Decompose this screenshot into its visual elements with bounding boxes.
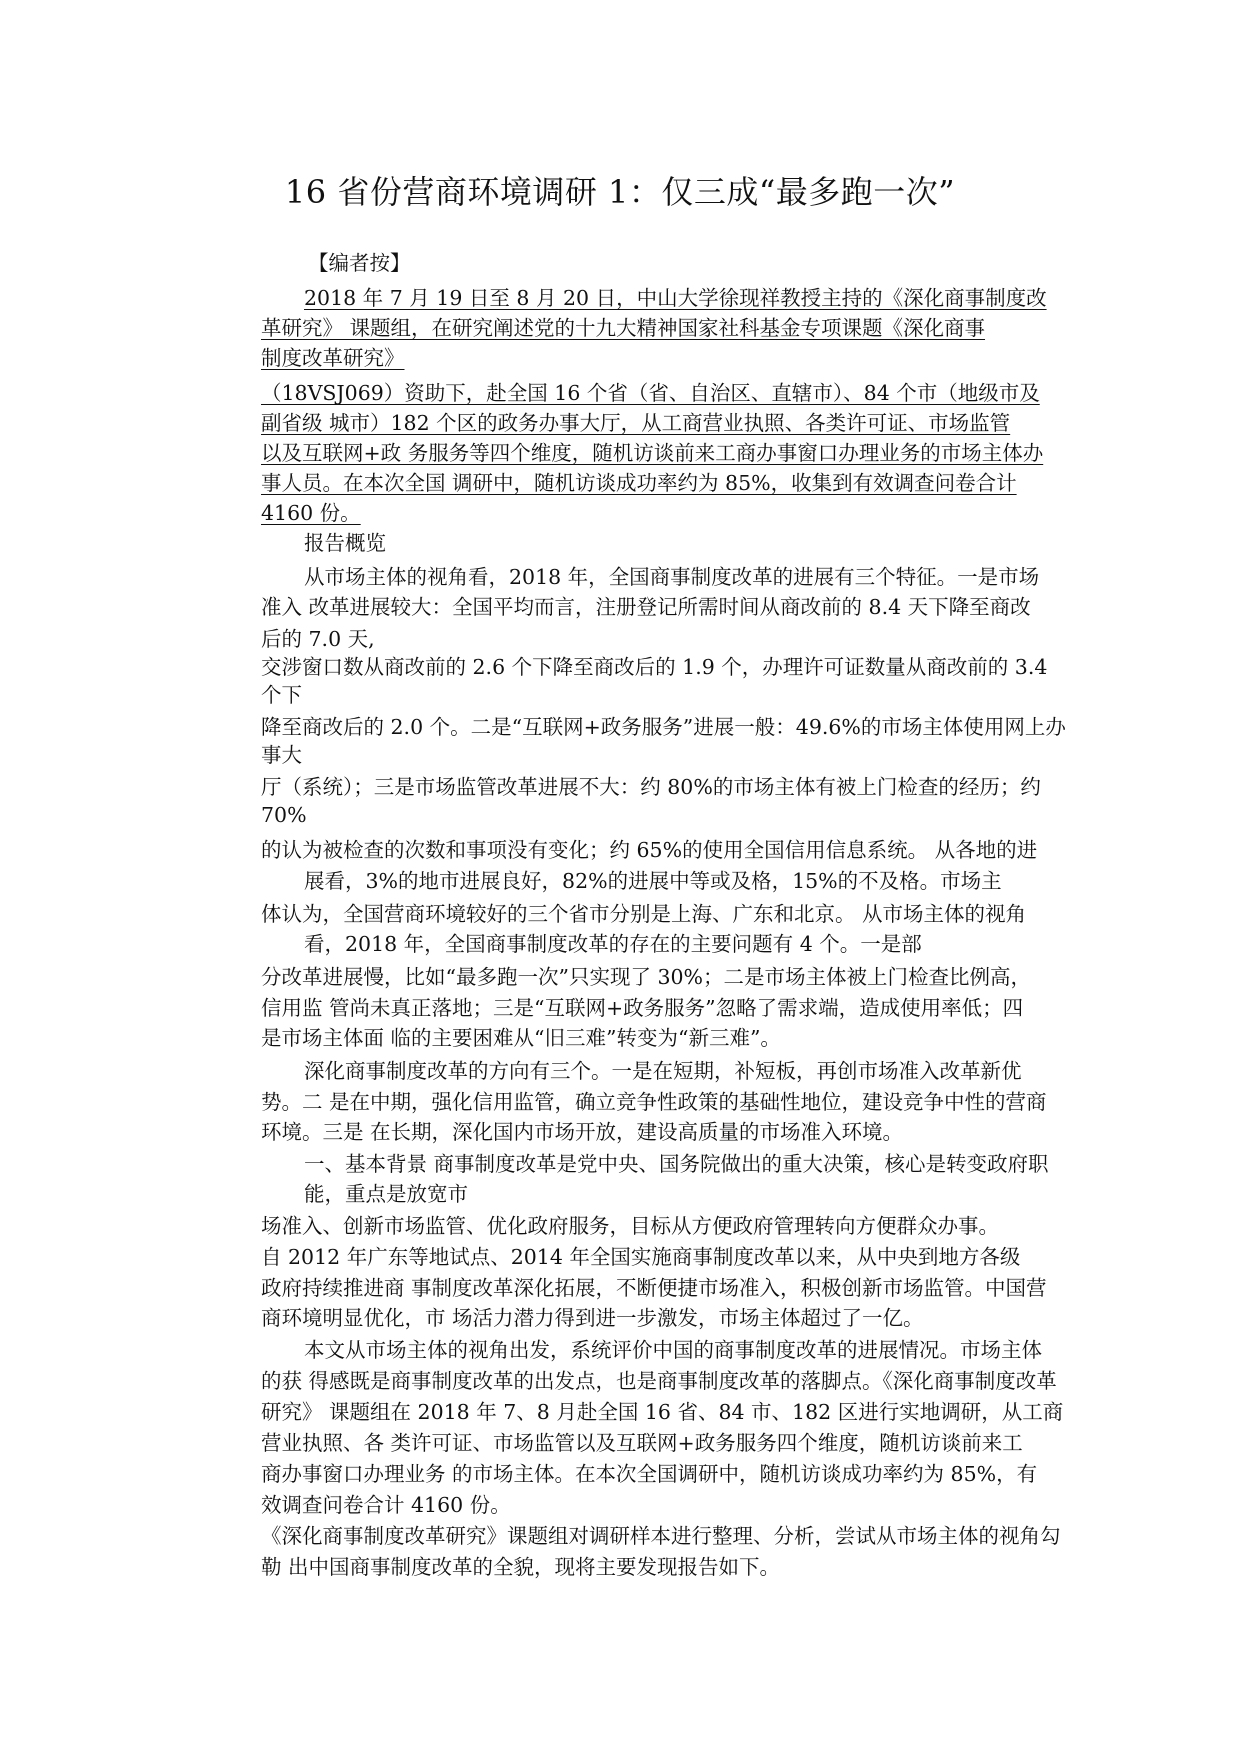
body-line: 体认为，全国营商环境较好的三个省市分别是上海、广东和北京。 从市场主体的视角 [261, 902, 1027, 926]
document-title: 16 省份营商环境调研 1：仅三成“最多跑一次” [284, 173, 956, 211]
body-line: 效调查问卷合计 4160 份。 [261, 1493, 511, 1517]
body-line: 一、基本背景 商事制度改革是党中央、国务院做出的重大决策，核心是转变政府职 [304, 1152, 1049, 1176]
body-line: 研究》 课题组在 2018 年 7、8 月赴全国 16 省、84 市、182 区进行实地调研，从工商 [261, 1400, 1064, 1424]
body-line: 事大 [261, 743, 302, 767]
body-line: 勒 出中国商事制度改革的全貌，现将主要发现报告如下。 [261, 1555, 781, 1579]
summary-heading: 报告概览 [304, 531, 386, 555]
editor-note-heading: 【编者按】 [308, 251, 411, 275]
body-line: 《深化商事制度改革研究》课题组对调研样本进行整理、分析，尝试从市场主体的视角勾 [261, 1524, 1061, 1548]
body-line: 信用监 管尚未真正落地；三是“互联网+政务服务”忽略了需求端，造成使用率低；四 [261, 996, 1024, 1020]
editor-note-line: 制度改革研究》 [261, 346, 405, 370]
body-line: 本文从市场主体的视角出发，系统评价中国的商事制度改革的进展情况。市场主体 [304, 1338, 1042, 1362]
body-line: 营业执照、各 类许可证、市场监管以及互联网+政务服务四个维度，随机访谈前来工 [261, 1431, 1023, 1455]
body-line: 自 2012 年广东等地试点、2014 年全国实施商事制度改革以来，从中央到地方各级 [261, 1245, 1021, 1269]
editor-note-line: 2018 年 7 月 19 日至 8 月 20 日，中山大学徐现祥教授主持的《深化商事制度改 [304, 286, 1047, 310]
body-line: 的认为被检查的次数和事项没有变化；约 65%的使用全国信用信息系统。 从各地的进 [261, 838, 1038, 862]
editor-note-line: 4160 份。 [261, 501, 361, 525]
body-line: 厅（系统）；三是市场监管改革进展不大：约 80%的市场主体有被上门检查的经历；约 [261, 775, 1041, 799]
body-line: 的获 得感既是商事制度改革的出发点，也是商事制度改革的落脚点。《深化商事制度改革 [261, 1369, 1057, 1393]
body-line: 个下 [261, 683, 302, 707]
body-line: 交涉窗口数从商改前的 2.6 个下降至商改后的 1.9 个，办理许可证数量从商改前的 3.4 [261, 655, 1048, 679]
editor-note-line: 事人员。在本次全国 调研中，随机访谈成功率约为 85%，收集到有效调查问卷合计 [261, 471, 1017, 495]
body-line: 场准入、创新市场监管、优化政府服务，目标从方便政府管理转向方便群众办事。 [261, 1214, 999, 1238]
body-line: 环境。三是 在长期，深化国内市场开放，建设高质量的市场准入环境。 [261, 1120, 904, 1144]
body-line: 深化商事制度改革的方向有三个。一是在短期，补短板，再创市场准入改革新优 [304, 1059, 1022, 1083]
body-line: 从市场主体的视角看，2018 年，全国商事制度改革的进展有三个特征。一是市场 [304, 565, 1040, 589]
editor-note-line: 革研究》 课题组，在研究阐述党的十九大精神国家社科基金专项课题《深化商事 [261, 316, 986, 340]
body-line: 分改革进展慢，比如“最多跑一次”只实现了 30%；二是市场主体被上门检查比例高， [261, 965, 1032, 989]
body-line: 商办事窗口办理业务 的市场主体。在本次全国调研中，随机访谈成功率约为 85%，有 [261, 1462, 1038, 1486]
body-line: 商环境明显优化，市 场活力潜力得到进一步激发，市场主体超过了一亿。 [261, 1306, 924, 1330]
editor-note-line: 副省级 城市）182 个区的政务办事大厅，从工商营业执照、各类许可证、市场监管 [261, 411, 1011, 435]
body-line: 展看，3%的地市进展良好，82%的进展中等或及格，15%的不及格。市场主 [304, 869, 1002, 893]
editor-note-line: （18VSJ069）资助下，赴全国 16 个省（省、自治区、直辖市）、84 个市（地级市及 [261, 381, 1040, 405]
body-line: 降至商改后的 2.0 个。二是“互联网+政务服务”进展一般：49.6%的市场主体使用网上办 [261, 715, 1066, 739]
body-line: 能，重点是放宽市 [304, 1182, 468, 1206]
editor-note-line: 以及互联网+政 务服务等四个维度，随机访谈前来工商办事窗口办理业务的市场主体办 [261, 441, 1044, 465]
body-line: 是市场主体面 临的主要困难从“旧三难”转变为“新三难”。 [261, 1026, 781, 1050]
body-line: 势。二 是在中期，强化信用监管，确立竞争性政策的基础性地位，建设竞争中性的营商 [261, 1090, 1047, 1114]
body-line: 政府持续推进商 事制度改革深化拓展，不断便捷市场准入，积极创新市场监管。中国营 [261, 1276, 1047, 1300]
body-line: 后的 7.0 天, [261, 627, 375, 651]
body-line: 看，2018 年，全国商事制度改革的存在的主要问题有 4 个。一是部 [304, 932, 922, 956]
body-line: 70% [261, 803, 307, 827]
body-line: 准入 改革进展较大：全国平均而言，注册登记所需时间从商改前的 8.4 天下降至商改 [261, 595, 1031, 619]
